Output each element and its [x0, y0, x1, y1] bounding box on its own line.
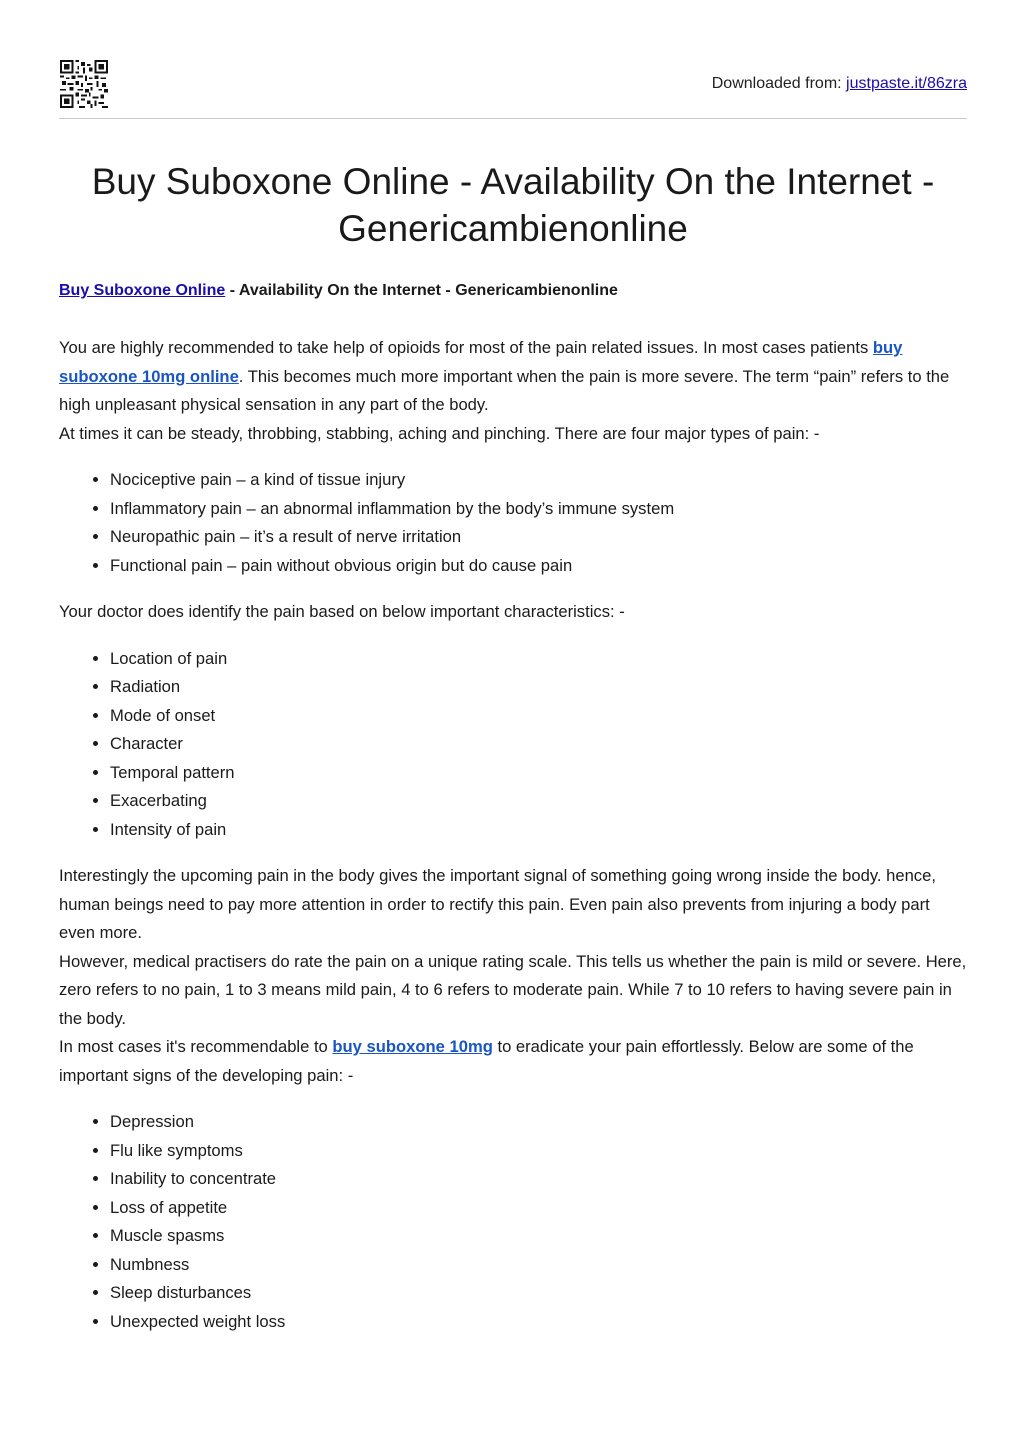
list-item: • Temporal pattern: [110, 759, 967, 788]
paragraph-intro-line2: At times it can be steady, throbbing, stabbing, aching and pinching. There are four major types of pain: -: [59, 423, 820, 443]
document-page: [59, 0, 967, 1331]
page-title: Buy Suboxone Online - Availability On the Internet - Genericambienonline: [91, 161, 935, 249]
list-item: • Mode of onset: [110, 702, 967, 731]
characteristics-list: [59, 645, 967, 845]
list-item: • Character: [110, 730, 967, 759]
signs-list: [59, 1108, 967, 1336]
paragraph-intro-b: . This becomes much more important when the pain is more severe. The term “pain” refers to the high unpleasant physical sensation in any part of the body.: [59, 366, 950, 414]
paragraph-recommend: [59, 1033, 967, 1090]
download-source-label: Downloaded from:: [711, 75, 842, 92]
paragraph-intro: [59, 334, 967, 420]
paragraph-recommend-a: In most cases it's recommendable to: [59, 1037, 333, 1056]
page-header: [59, 0, 967, 119]
article-body: [59, 334, 967, 1336]
list-item: • Intensity of pain: [110, 816, 967, 845]
paragraph-signal: Interestingly the upcoming pain in the body gives the important signal of something going wrong inside the body. hence, human beings need to pay more attention in order to rectify this pain. Even pain also prevents from injuring a body part even more.: [59, 866, 936, 942]
subtitle-link[interactable]: Buy Suboxone Online: [59, 282, 226, 299]
list-item: • Muscle spasms: [110, 1222, 967, 1251]
list-item: • Numbness: [110, 1251, 967, 1280]
list-item: • Neuropathic pain – it’s a result of nerve irritation: [110, 523, 967, 552]
subtitle-text: - Availability On the Internet - Genericambienonline: [229, 282, 618, 299]
list-item: • Flu like symptoms: [110, 1137, 967, 1166]
buy-suboxone-10mg-online-link[interactable]: buy suboxone 10mg online: [59, 338, 903, 386]
list-item: • Inflammatory pain – an abnormal inflammation by the body’s immune system: [110, 495, 967, 524]
list-item: • Sleep disturbances: [110, 1279, 967, 1308]
paragraph-intro-a: You are highly recommended to take help of opioids for most of the pain related issues. In most cases patients: [59, 338, 873, 357]
list-item: • Unexpected weight loss: [110, 1308, 967, 1337]
list-item: • Inability to concentrate: [110, 1165, 967, 1194]
list-item: • Depression: [110, 1108, 967, 1137]
download-source: [712, 75, 967, 93]
subtitle: [59, 281, 618, 301]
download-source-link[interactable]: justpaste.it/86zra: [846, 75, 967, 92]
qr-code-icon: [59, 60, 109, 108]
list-item: • Loss of appetite: [110, 1194, 967, 1223]
list-item: • Nociceptive pain – a kind of tissue injury: [110, 466, 967, 495]
pain-types-list: [59, 466, 967, 580]
list-item: • Functional pain – pain without obvious origin but do cause pain: [110, 552, 967, 581]
list-item: • Location of pain: [110, 645, 967, 674]
list-item: • Radiation: [110, 673, 967, 702]
paragraph-rating: However, medical practisers do rate the pain on a unique rating scale. This tells us whether the pain is mild or severe. Here, zero refers to no pain, 1 to 3 means mild pain, 4 to 6 refers to moderate pain. While 7 to 10 refers to having severe pain in the body.: [59, 951, 967, 1028]
paragraph-characteristics: Your doctor does identify the pain based on below important characteristics: -: [59, 602, 625, 621]
buy-suboxone-10mg-link[interactable]: buy suboxone 10mg: [332, 1037, 493, 1056]
paragraph-recommend-b: to eradicate your pain effortlessly. Below are some of the important signs of the developing pain: -: [59, 1037, 914, 1085]
list-item: • Exacerbating: [110, 787, 967, 816]
